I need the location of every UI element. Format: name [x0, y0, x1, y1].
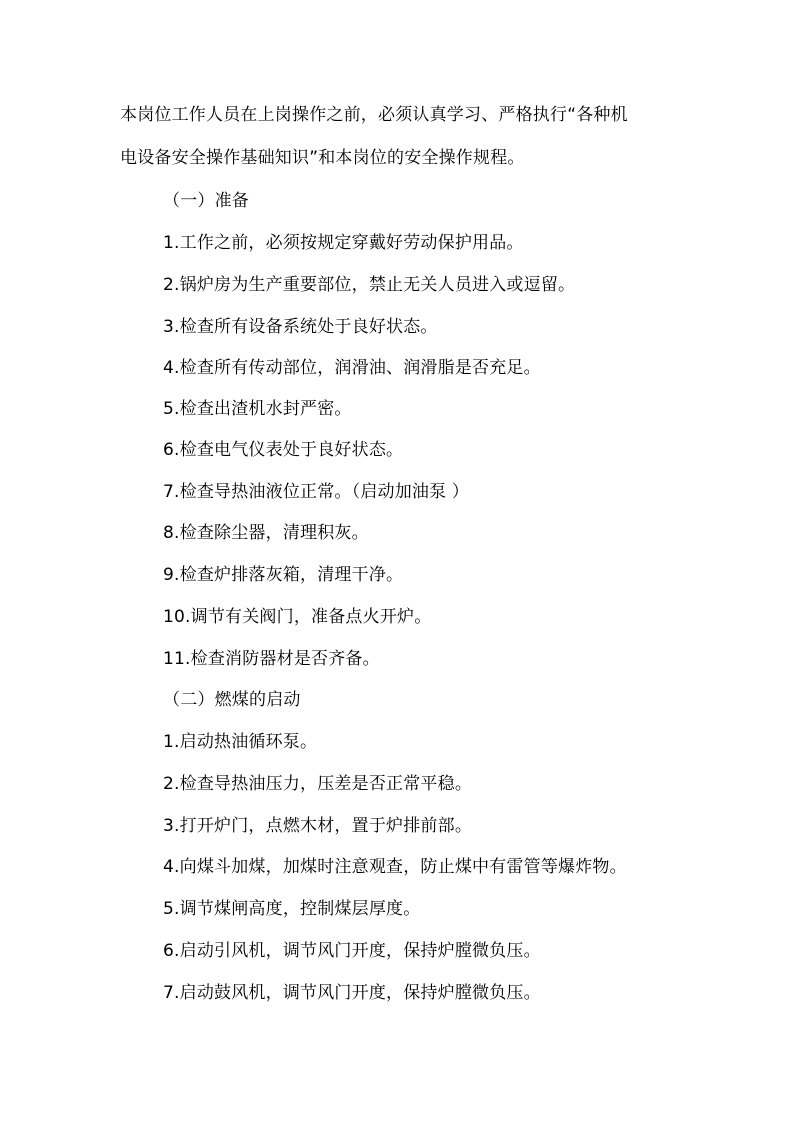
list-item: 7.检查导热油液位正常。（启动加油泵 ） [163, 482, 470, 502]
list-item: 2.检查导热油压力，压差是否正常平稳。 [163, 774, 473, 794]
list-item: 5.检查出渣机水封严密。 [163, 399, 352, 419]
list-item: 8.检查除尘器，清理积灰。 [163, 523, 369, 543]
list-item: 11.检查消防器材是否齐备。 [163, 649, 380, 669]
list-item: 3.检查所有设备系统处于良好状态。 [163, 317, 438, 337]
list-item: 1.工作之前，必须按规定穿戴好劳动保护用品。 [163, 233, 524, 253]
list-item: 3.打开炉门，点燃木材，置于炉排前部。 [163, 816, 473, 836]
intro-line-1: 本岗位工作人员在上岗操作之前，必须认真学习、严格执行“各种机 [120, 105, 628, 125]
list-item: 4.向煤斗加煤，加煤时注意观查，防止煤中有雷管等爆炸物。 [163, 857, 627, 877]
list-item: 4.检查所有传动部位，润滑油、润滑脂是否充足。 [163, 358, 541, 378]
list-item: 6.检查电气仪表处于良好状态。 [163, 440, 404, 460]
list-item: 9.检查炉排落灰箱，清理干净。 [163, 565, 404, 585]
list-item: 5.调节煤闸高度，控制煤层厚度。 [163, 899, 421, 919]
list-item: 10.调节有关阀门，准备点火开炉。 [163, 607, 432, 627]
list-item: 7.启动鼓风机，调节风门开度，保持炉膛微负压。 [163, 983, 541, 1003]
list-item: 1.启动热油循环泵。 [163, 732, 318, 752]
list-item: 6.启动引风机，调节风门开度，保持炉膛微负压。 [163, 941, 541, 961]
list-item: 2.锅炉房为生产重要部位，禁止无关人员进入或逗留。 [163, 275, 576, 295]
section-heading-coal-startup: （二）燃煤的启动 [163, 690, 301, 710]
intro-line-2: 电设备安全操作基础知识”和本岗位的安全操作规程。 [120, 148, 525, 168]
section-heading-preparation: （一）准备 [163, 191, 249, 211]
